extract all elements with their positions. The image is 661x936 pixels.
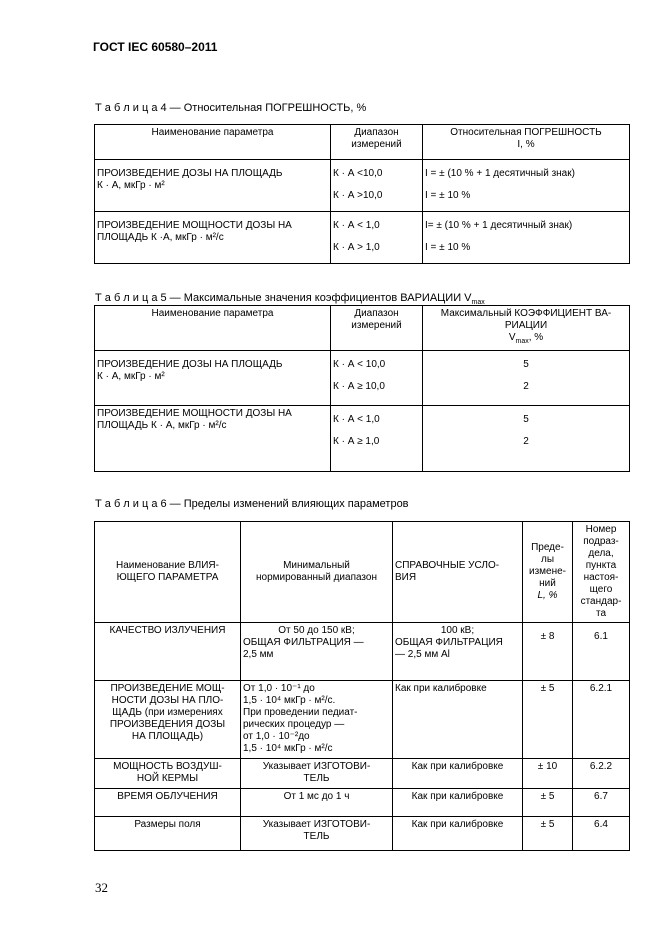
table-5 [94, 305, 630, 472]
table-row [95, 681, 630, 759]
table6-min-range-cell: От 1,0 · 10⁻¹ до 1,5 · 10⁴ мкГр · м²/с. При проведении педиат- рических процедур — от 1,0 · 10⁻²до 1,5 · 10⁴ мкГр · м²/с [241, 681, 393, 759]
table4-range-cell: К · А < 1,0 К · А > 1,0 [331, 212, 423, 264]
table6-name-cell: КАЧЕСТВО ИЗЛУЧЕНИЯ [95, 623, 241, 681]
table4-header-range: Диапазон измерений [331, 125, 423, 160]
table6-header-ref: СПРАВОЧНЫЕ УСЛО- ВИЯ [393, 522, 523, 623]
table6-name-cell: ПРОИЗВЕДЕНИЕ МОЩ- НОСТИ ДОЗЫ НА ПЛО- ЩАДЬ (при измерениях ПРОИЗВЕДЕНИЯ ДОЗЫ НА ПЛОЩАДЬ) [95, 681, 241, 759]
table5-header-range: Диапазон измерений [331, 306, 423, 351]
table4-range-cell: К · А <10,0 К · А >10,0 [331, 160, 423, 212]
table5-param-cell: ПРОИЗВЕДЕНИЕ ДОЗЫ НА ПЛОЩАДЬ К · А, мкГр · м² [95, 351, 331, 406]
table6-caption: Т а б л и ц а 6 — Пределы изменений влияющих параметров [95, 498, 409, 510]
page-number: 32 [95, 880, 108, 895]
table6-min-range-cell: От 50 до 150 кВ; ОБЩАЯ ФИЛЬТРАЦИЯ — 2,5 мм [241, 623, 393, 681]
table5-value-cell: 5 2 [423, 406, 630, 472]
table4-value-cell: I = ± (10 % + 1 десятичный знак) I = ± 10 % [423, 160, 630, 212]
table6-limit-cell: ± 8 [523, 623, 573, 681]
table6-min-range-cell: Указывает ИЗГОТОВИ- ТЕЛЬ [241, 817, 393, 851]
table6-header-limits: Преде- лы измене- ний L, % [523, 522, 573, 623]
table6-clause-cell: 6.1 [573, 623, 630, 681]
table5-header-variation: Максимальный КОЭФФИЦИЕНТ ВА- РИАЦИИ $V_{max}$, % [423, 306, 630, 351]
table-row [95, 160, 630, 212]
table6-clause-cell: 6.2.1 [573, 681, 630, 759]
table-4 [94, 124, 630, 264]
table-row [95, 817, 630, 851]
table-row [95, 406, 630, 472]
table6-ref-cell: 100 кВ; ОБЩАЯ ФИЛЬТРАЦИЯ — 2,5 мм Al [393, 623, 523, 681]
table-6 [94, 521, 630, 851]
table6-clause-cell: 6.4 [573, 817, 630, 851]
table6-header-min-range: Минимальный нормированный диапазон [241, 522, 393, 623]
table6-ref-cell: Как при калибровке [393, 681, 523, 759]
table5-param-cell: ПРОИЗВЕДЕНИЕ МОЩНОСТИ ДОЗЫ НА ПЛОЩАДЬ К · А, мкГр · м²/с [95, 406, 331, 472]
table6-ref-cell: Как при калибровке [393, 789, 523, 817]
table-row [95, 212, 630, 264]
table6-limit-cell: ± 5 [523, 681, 573, 759]
table-row [95, 623, 630, 681]
table-row [95, 351, 630, 406]
table6-limit-cell: ± 5 [523, 789, 573, 817]
table6-name-cell: Размеры поля [95, 817, 241, 851]
table4-header-param: Наименование параметра [95, 125, 331, 160]
table6-limit-cell: ± 5 [523, 817, 573, 851]
table4-caption: Т а б л и ц а 4 — Относительная ПОГРЕШНОСТЬ, % [95, 102, 367, 114]
table5-range-cell: К · А < 1,0 К · А ≥ 1,0 [331, 406, 423, 472]
table6-header-clause: Номер подраз- дела, пункта настоя- щего стандар- та [573, 522, 630, 623]
table6-header-name: Наименование ВЛИЯ- ЮЩЕГО ПАРАМЕТРА [95, 522, 241, 623]
table6-ref-cell: Как при калибровке [393, 817, 523, 851]
table5-header-param: Наименование параметра [95, 306, 331, 351]
table6-min-range-cell: Указывает ИЗГОТОВИ- ТЕЛЬ [241, 759, 393, 789]
table6-clause-cell: 6.7 [573, 789, 630, 817]
table6-clause-cell: 6.2.2 [573, 759, 630, 789]
table-row [95, 759, 630, 789]
table6-min-range-cell: От 1 мс до 1 ч [241, 789, 393, 817]
table6-ref-cell: Как при калибровке [393, 759, 523, 789]
table5-value-cell: 5 2 [423, 351, 630, 406]
table4-param-cell: ПРОИЗВЕДЕНИЕ ДОЗЫ НА ПЛОЩАДЬ К · А, мкГр · м² [95, 160, 331, 212]
table4-header-error: Относительная ПОГРЕШНОСТЬ I, % [423, 125, 630, 160]
table6-name-cell: ВРЕМЯ ОБЛУЧЕНИЯ [95, 789, 241, 817]
table5-range-cell: К · А < 10,0 К · А ≥ 10,0 [331, 351, 423, 406]
table-row [95, 789, 630, 817]
table4-param-cell: ПРОИЗВЕДЕНИЕ МОЩНОСТИ ДОЗЫ НА ПЛОЩАДЬ К ·А, мкГр · м²/с [95, 212, 331, 264]
document-title: ГОСТ IEC 60580–2011 [93, 40, 218, 54]
table6-name-cell: МОЩНОСТЬ ВОЗДУШ- НОЙ КЕРМЫ [95, 759, 241, 789]
table6-limit-cell: ± 10 [523, 759, 573, 789]
table4-value-cell: I= ± (10 % + 1 десятичный знак) I = ± 10 % [423, 212, 630, 264]
table5-caption: Т а б л и ц а 5 — Максимальные значения коэффициентов ВАРИАЦИИ $V_{max}$ [95, 292, 485, 307]
